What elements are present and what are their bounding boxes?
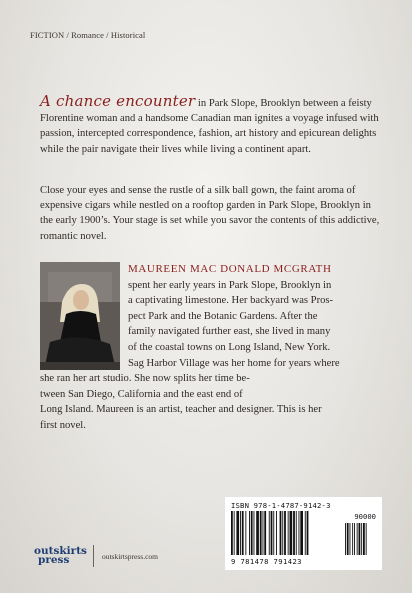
publisher-block (34, 542, 158, 570)
bio-line: first novel. (40, 419, 86, 431)
barcode-bar (290, 511, 293, 555)
bio-line: family navigated further east, she lived in many (128, 326, 331, 338)
barcode-box (225, 497, 382, 570)
barcode-bar (254, 511, 255, 555)
bio-line: tween San Diego, California and the east end of (40, 388, 243, 400)
barcode-bar (242, 511, 244, 555)
addon-bar (345, 523, 346, 555)
blurb-paragraph-2: Close your eyes and sense the rustle of a silk ball gown, the faint aroma of expensive cigars while nestled on a rooftop garden in Park Slope, Brooklyn in the early 1900’s. Your stage is set while you savor the contents of this addictive, romantic novel. (40, 185, 380, 242)
barcode-bar (296, 511, 297, 555)
bio-line: Long Island. Maureen is an artist, teacher and designer. This is her (40, 404, 322, 416)
author-name: MAUREEN MAC DONALD MCGRATH (128, 263, 332, 275)
bio-line: spent her early years in Park Slope, Brooklyn in (128, 279, 332, 291)
barcode-bar (249, 511, 250, 555)
barcode-bars (231, 511, 376, 557)
addon-bar (366, 523, 367, 555)
addon-bar (363, 523, 365, 555)
barcode-bar (300, 511, 303, 555)
addon-bar (357, 523, 358, 555)
barcode-number: 9 781478 791423 (231, 557, 302, 566)
bio-line: pect Park and the Botanic Gardens. After the (128, 310, 318, 322)
barcode-bar (280, 511, 282, 555)
bio-line: of the coastal towns on Long Island, New York. (128, 341, 331, 353)
barcode-bar (251, 511, 253, 555)
author-bio (40, 262, 380, 434)
publisher-logo (34, 547, 87, 565)
blurb-lead-phrase: A chance encounter (40, 92, 196, 110)
barcode-bar (269, 511, 270, 555)
publisher-divider (93, 545, 94, 567)
publisher-url: outskirtspress.com (101, 551, 159, 561)
barcode-bar (264, 511, 266, 555)
barcode-bar (260, 511, 262, 555)
barcode-bar (271, 511, 273, 555)
barcode-bar (231, 511, 233, 555)
bio-line: a captivating limestone. Her backyard was Pros- (128, 295, 334, 307)
addon-bar (359, 523, 361, 555)
barcode-bar (245, 511, 246, 555)
addon-bar (361, 523, 362, 555)
barcode-bar (273, 511, 274, 555)
barcode-bar (293, 511, 295, 555)
blurb-paragraph-1-text: in Park Slope, Brooklyn between a feisty Florentine woman and a handsome Canadian man ignites a voyage infused with passion, intercepted correspondence, fashion, art history and epicurean delights while the pair navigate their lives while living a continent apart. (40, 98, 379, 155)
barcode-bar (276, 511, 277, 555)
barcode-bar (263, 511, 264, 555)
genre-label: FICTION / Romance / Historical (30, 30, 146, 40)
barcode-bar (284, 511, 286, 555)
bio-line: she ran her art studio. She now splits her time be- (40, 373, 250, 385)
barcode-bar (299, 511, 300, 555)
addon-bar (352, 523, 353, 555)
barcode-bar (236, 511, 239, 555)
bio-line: Sag Harbor Village was her home for years where (128, 357, 340, 369)
barcode-bar (288, 511, 289, 555)
publisher-logo-line1: outskirts (34, 545, 87, 557)
addon-bar (347, 523, 349, 555)
barcode-bar (256, 511, 259, 555)
barcode-bar (240, 511, 241, 555)
addon-bar (350, 523, 351, 555)
barcode-bar (307, 511, 309, 555)
isbn-text: ISBN 978-1-4787-9142-3 (231, 501, 331, 510)
price-code: 90000 (354, 512, 376, 521)
blurb-paragraph-1 (40, 94, 380, 157)
addon-bar (354, 523, 355, 555)
publisher-logo-line2: press (38, 554, 70, 566)
barcode-bar (234, 511, 235, 555)
barcode-bar (305, 511, 306, 555)
barcode-bar (282, 511, 283, 555)
